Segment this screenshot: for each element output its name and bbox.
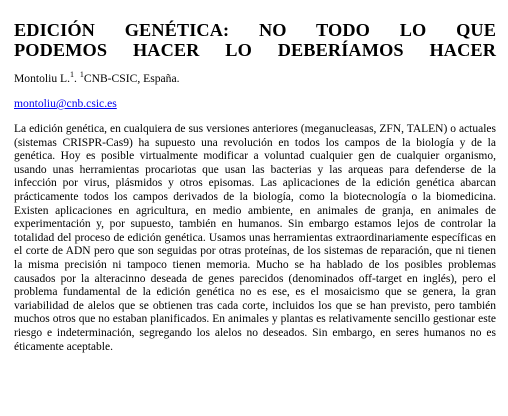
paper-title — [14, 20, 496, 60]
paper-title-line-1: EDICIÓN GENÉTICA: NO TODO LO QUE — [14, 20, 496, 40]
author-name: Montoliu L. — [14, 72, 71, 85]
affiliation-marker: 1 — [79, 70, 84, 80]
author-line — [14, 72, 496, 86]
author-affiliation-marker: 1 — [70, 70, 75, 80]
paper-page — [14, 8, 496, 366]
author-separator: . — [74, 72, 80, 85]
paper-title-line-2: PODEMOS HACER LO DEBERÍAMOS HACER — [14, 40, 496, 60]
contact-email — [14, 97, 496, 111]
email-link[interactable]: montoliu@cnb.csic.es — [14, 97, 117, 110]
abstract-paragraph: La edición genética, en cualquiera de sus versiones anteriores (meganucleasas, ZFN, TALEN) o actuales (sistemas CRISPR-Cas9) ha supuesto una revolución en todos los campos de la biología y de la genética. Hoy es posible virtualmente modificar a voluntad cualquier gen de cualquier organismo, usando unas herramientas procariotas que usan las bacterias y las arqueas para defenderse de la infección por virus, plásmidos y otros episomas. Las aplicaciones de la edición genética abarcan prácticamente todos los campos derivados de la biología, como la biotecnología o la biomedicina. Existen aplicaciones en agricultura, en medio ambiente, en animales de granja, en animales de experimentación y, por supuesto, también en humanos. Sin embargo estamos lejos de controlar la totalidad del proceso de edición genética. Usamos unas herramientas extraordinariamente específicas en el corte de ADN pero que son seguidas por otras proteínas, de los sistemas de reparación, que ni tienen la misma precisión ni tampoco tienen memoria. Mucho se ha hablado de los posibles problemas causados por la alteracinno deseada de genes parecidos (denominados off-target en inglés), pero el problema fundamental de la edición genética no es ese, es el mosaicismo que se genera, la gran variabilidad de alelos que se obtienen tras cada corte, incluidos los que se han previsto, pero también muchos otros que no estaban planificados. En animales y plantas es relativamente sencillo gestionar este riesgo e indeterminación, segregando los alelos no deseados. Sin embargo, en seres humanos no es éticamente aceptable. — [14, 123, 496, 353]
affiliation: CNB-CSIC, España. — [83, 72, 180, 85]
